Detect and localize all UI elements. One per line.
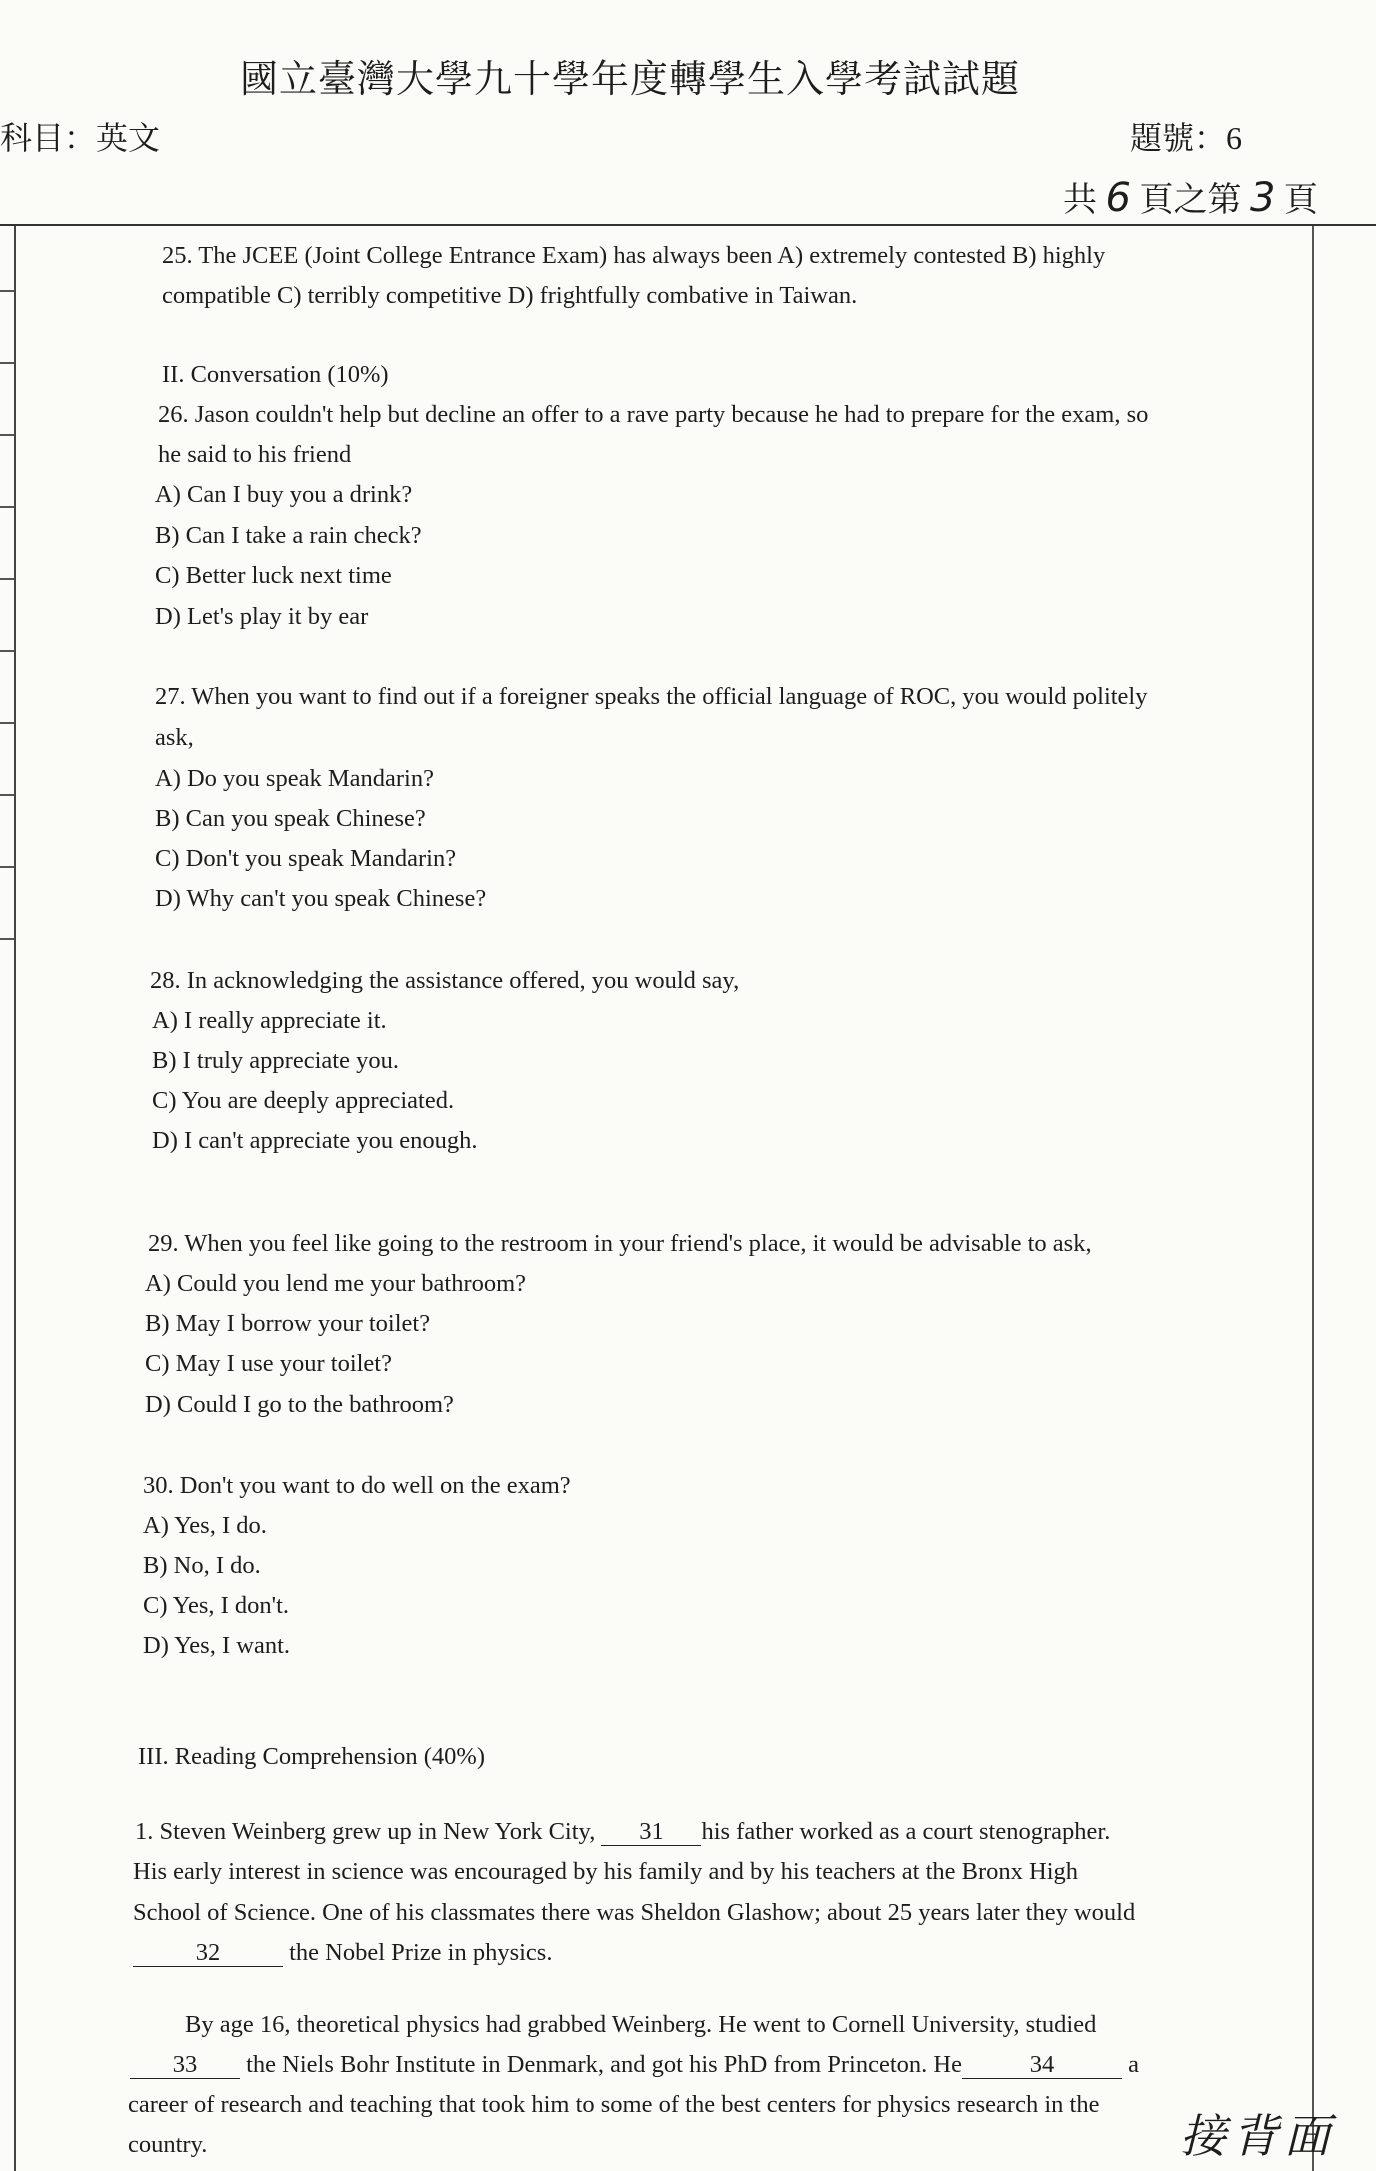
margin-tick: [0, 506, 14, 508]
margin-tick: [0, 434, 14, 436]
q25-line2: compatible C) terribly competitive D) frightfully combative in Taiwan.: [162, 282, 858, 309]
passage-text: his father worked as a court stenographer.: [701, 1818, 1111, 1845]
passage-p2-line3: career of research and teaching that took him to some of the best centers for physics research in the: [128, 2091, 1100, 2118]
margin-tick: [0, 578, 14, 580]
margin-tick: [0, 290, 14, 292]
passage-p2-line1: By age 16, theoretical physics had grabbed Weinberg. He went to Cornell University, studied: [185, 2011, 1097, 2038]
margin-tick: [0, 794, 14, 796]
margin-tick: [0, 866, 14, 868]
q27-option-a: A) Do you speak Mandarin?: [155, 765, 434, 792]
q29-option-c: C) May I use your toilet?: [145, 1350, 392, 1377]
passage-p2-line4: country.: [128, 2131, 208, 2158]
q25-line1: 25. The JCEE (Joint College Entrance Exam) has always been A) extremely contested B) highly: [162, 242, 1106, 269]
q29-stem: 29. When you feel like going to the restroom in your friend's place, it would be advisable to ask,: [148, 1230, 1092, 1257]
blank-32: 32: [133, 1940, 283, 1967]
q30-option-c: C) Yes, I don't.: [143, 1592, 289, 1619]
section-2-heading: II. Conversation (10%): [162, 361, 389, 388]
page-mid: 頁之第: [1139, 182, 1242, 219]
section-3-heading: III. Reading Comprehension (40%): [138, 1743, 485, 1770]
q27-option-d: D) Why can't you speak Chinese?: [155, 885, 487, 912]
q27-option-b: B) Can you speak Chinese?: [155, 805, 426, 832]
q26-line1: 26. Jason couldn't help but decline an offer to a rave party because he had to prepare for the exam, so: [158, 401, 1149, 428]
margin-tick: [0, 650, 14, 652]
blank-33: 33: [130, 2052, 240, 2079]
passage-p1-line1: [135, 1812, 1110, 1852]
page-indicator: [1063, 172, 1318, 221]
q27-line2: ask,: [155, 724, 194, 751]
page-total: 6: [1105, 175, 1131, 221]
q28-option-c: C) You are deeply appreciated.: [152, 1087, 455, 1114]
passage-p1-line4: [133, 1933, 552, 1973]
q29-option-b: B) May I borrow your toilet?: [145, 1310, 431, 1337]
passage-text: 1. Steven Weinberg grew up in New York City,: [135, 1818, 602, 1845]
q26-option-a: A) Can I buy you a drink?: [155, 481, 413, 508]
q29-option-a: A) Could you lend me your bathroom?: [145, 1270, 527, 1297]
page-current: 3: [1249, 175, 1276, 221]
q28-option-b: B) I truly appreciate you.: [152, 1047, 399, 1074]
q26-option-d: D) Let's play it by ear: [155, 603, 369, 630]
q27-option-c: C) Don't you speak Mandarin?: [155, 845, 457, 872]
q30-option-a: A) Yes, I do.: [143, 1512, 267, 1539]
margin-tick: [0, 362, 14, 364]
passage-text: the Niels Bohr Institute in Denmark, and got his PhD from Princeton. He: [240, 2051, 962, 2078]
q30-stem: 30. Don't you want to do well on the exam?: [143, 1472, 571, 1499]
q26-option-b: B) Can I take a rain check?: [155, 522, 422, 549]
question-number-label: 題號：6: [1130, 120, 1243, 156]
continue-on-back-note: 接背面: [1180, 2109, 1336, 2163]
q30-option-b: B) No, I do.: [143, 1552, 261, 1579]
blank-31: 31: [601, 1819, 701, 1846]
q26-option-c: C) Better luck next time: [155, 562, 392, 589]
passage-text: the Nobel Prize in physics.: [283, 1939, 553, 1966]
passage-p1-line3: School of Science. One of his classmates there was Sheldon Glashow; about 25 years later they would: [133, 1899, 1136, 1926]
q27-line1: 27. When you want to find out if a foreigner speaks the official language of ROC, you would politely: [155, 683, 1148, 710]
passage-p2-line2: [130, 2045, 1139, 2085]
q26-line2: he said to his friend: [158, 441, 352, 468]
exam-title: 國立臺灣大學九十學年度轉學生入學考試試題: [240, 59, 1021, 101]
margin-tick: [0, 938, 14, 940]
passage-text: a: [1121, 2051, 1139, 2078]
page-suffix: 頁: [1283, 182, 1318, 219]
page-prefix: 共: [1063, 182, 1097, 219]
q28-option-d: D) I can't appreciate you enough.: [152, 1127, 478, 1154]
q30-option-d: D) Yes, I want.: [143, 1632, 290, 1659]
q29-option-d: D) Could I go to the bathroom?: [145, 1391, 454, 1418]
subject-label: 科目：英文: [0, 120, 161, 156]
margin-tick: [0, 722, 14, 724]
q28-option-a: A) I really appreciate it.: [152, 1007, 387, 1034]
q28-stem: 28. In acknowledging the assistance offered, you would say,: [150, 967, 740, 994]
blank-34: 34: [962, 2052, 1122, 2079]
passage-p1-line2: His early interest in science was encouraged by his family and by his teachers at the Bronx High: [133, 1858, 1079, 1885]
